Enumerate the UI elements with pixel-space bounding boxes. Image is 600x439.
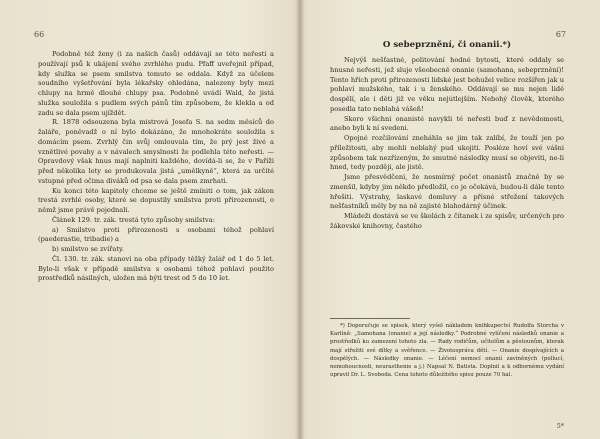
left-page-body	[38, 50, 274, 284]
page-number-right: 67	[555, 30, 566, 39]
paragraph: Opojné rozčilování zneháhla se jim tak zalíbí, že touží jen po příležitosti, aby mohli neblahý pud ukojiti. Posléze hoví své vášni způsobem tak nezřízeným, že smutné následky musí se objeviti, ne-li hned, tedy později, ale jistě.	[330, 134, 564, 172]
paragraph: Skoro všichni onanisté navykli té neřesti buď z nevědomosti, anebo byli k ní svedeni.	[330, 114, 564, 133]
page-number-left: 66	[34, 30, 45, 39]
paragraph: Mládeži dostává se ve školách z čítanek i ze spisův, určených pro žákovské knihovny, častého	[330, 212, 564, 230]
paragraph: a) Smilstvo proti přirozenosti s osobami téhož pohlaví (paederastie, tribadie) a	[38, 225, 274, 244]
paragraph: b) smilstvo se zvířaty.	[52, 245, 124, 253]
chapter-heading: O sebeprznění, či onanii.*)	[382, 40, 512, 50]
signature-mark: 5*	[556, 422, 564, 430]
right-page-body	[330, 56, 564, 232]
footnote-divider	[330, 318, 410, 319]
footnote	[330, 322, 564, 379]
paragraph: Ku konci této kapitoly chceme se ještě zmíniti o tom, jak zákon trestá zvrhlé osoby, které se dopustily smilstva proti přirozenosti, o němž jsme právě pojednali.	[38, 186, 274, 214]
paragraph: R. 1878 odsouzena byla mistrová Josefa S. na sedm měsíců do žaláře, poněvadž o ní bylo dokázáno, že mnohokráte souložila s domácím psem. Zvrhlý čin svůj omlouvala tím, že prý jest živé a vznětlivé povahy a v návalech smyslnosti že podlehla této neřesti. — Opravdový však hnus mají naplniti každého, dovídá-li se, že v Paříži před několika lety se produkovala jistá „umělkyně“, která za určité vstupné před očima diváků od psa se dala psem zmrhati.	[38, 118, 274, 185]
paragraph: Čl. 130. tr. zák. stanoví na oba případy těžký žalář od 1 do 5 let. Bylo-li však v případě smilstva s osobami téhož pohlaví použito prostředků násilných, uložen má býti trest od 5 do 10 let.	[38, 254, 274, 283]
footnote-text: *) Doporučuje se spisek, který vyšel nákladem knihkupectví Rudolfa Storcha v Karlíně: „Samohana (onanie) a její následky.“ Podrobné vylíčení následků onanie a prostředků ku zamezení tohoto zla. — Rady rodičům, učitelům a pěstounům, kterak mají střežiti své dítky a svěřence. — Životospráva dětí. — Onanie dospívajících a dospělých. — Následky onanie. — Léčení nemocí onanií zaviněných (pollucí, nemohoucnosti, neurasthenie a j.) Napsal N. Batista. Doplnil a k odbornému vydání upravil Dr. L. Svoboda. Cena tohoto důležitého spisu pouze 70 hal.	[330, 323, 564, 379]
paragraph: Jsme přesvědčeni, že nesmírný počet onanistů značně by se zmenšil, kdyby jim někdo předložil, co je očekává, budou-li dále tento hřešiti. Výstrahy, laskavé domluvy a přísné střežení takových nešťastníků měly by na ně zajisté blahodárný účinek.	[330, 173, 564, 211]
right-page	[300, 0, 600, 439]
paragraph: Nejvýš nešťastné, politování hodné bytosti, které oddaly se hnusné neřesti, jež sluje všeobecně onanie (samohana, sebeprznění)! Tento hřích proti přirozenosti lidské jest bohužel velice rozšířen jak u pohlaví mužského, tak i u ženského. Oddávají se mu nejen lidé dospělí, ale i děti již ve věku nejútlejším. Nebohý člověk, kterého posedla tato neblahá vášeň!	[330, 56, 564, 113]
paragraph: Podobně též ženy (i za našich časů) oddávají se této neřesti a používají psů k ukájení svého zvrhlého pudu. Pfaff uveřejnil případ, kdy služka se psem smilstva tomuto se oddala. Když za účelem soudního vyšetřování byla lékařsky ohledána, nalezeny byly mezi chlupy na hrmě dlouhé chlupy psa. Podobně uvádí Wald, že jistá služka souložila s pudlem svých pánů tím způsobem, že klekla a od zadu se dala psem ujíždět.	[38, 50, 274, 117]
paragraph: Článek 129. tr. zák. trestá tyto způsoby smilstva:	[52, 215, 215, 224]
